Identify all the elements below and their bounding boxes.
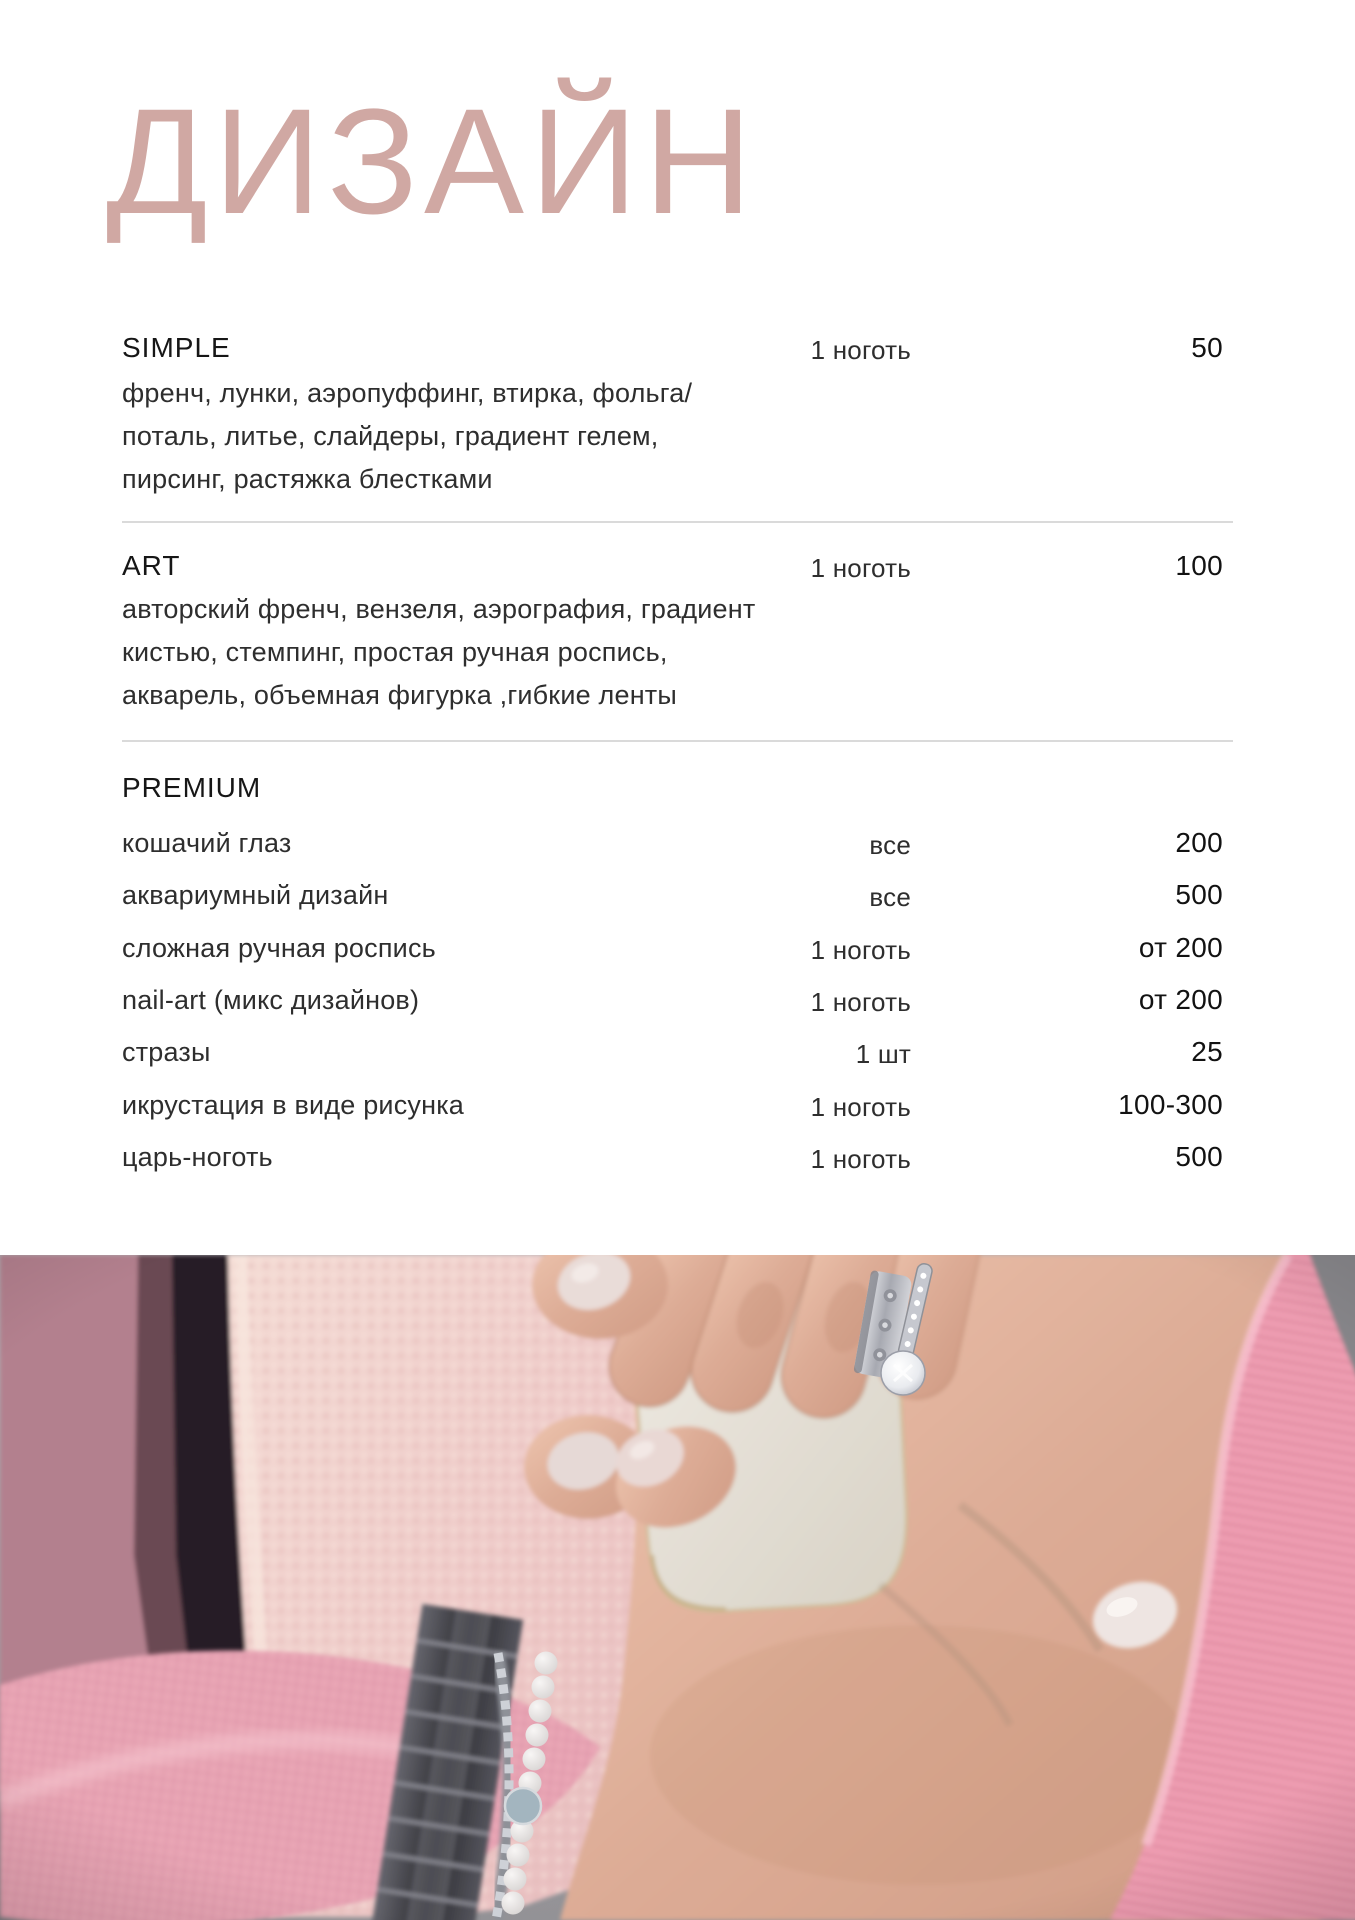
price-row bbox=[122, 827, 1223, 865]
price-row bbox=[122, 1089, 1223, 1127]
service-unit: 1 ноготь bbox=[810, 1092, 911, 1122]
description-line: авторский френч, вензеля, аэрография, градиент bbox=[122, 594, 756, 624]
service-label: царь-ноготь bbox=[122, 1142, 273, 1172]
service-price: от 200 bbox=[1138, 984, 1223, 1015]
price-row bbox=[122, 879, 1223, 917]
price-row bbox=[122, 1141, 1223, 1179]
section-art-header bbox=[122, 550, 1223, 588]
section-divider bbox=[122, 740, 1233, 742]
photo-hands bbox=[0, 1255, 1355, 1920]
service-unit: все bbox=[869, 830, 911, 860]
section-art-price: 100 bbox=[1175, 550, 1223, 581]
description-line: кистью, стемпинг, простая ручная роспись, bbox=[122, 637, 668, 667]
service-price: от 200 bbox=[1138, 932, 1223, 963]
price-row bbox=[122, 1036, 1223, 1074]
section-simple-name: SIMPLE bbox=[122, 332, 231, 363]
section-simple-description bbox=[122, 372, 822, 501]
section-premium-name: PREMIUM bbox=[122, 772, 262, 803]
price-row bbox=[122, 984, 1223, 1022]
section-art-description bbox=[122, 588, 822, 717]
service-label: стразы bbox=[122, 1037, 211, 1067]
section-art-unit: 1 ноготь bbox=[810, 553, 911, 583]
service-unit: 1 ноготь bbox=[810, 987, 911, 1017]
description-line: акварель, объемная фигурка ,гибкие ленты bbox=[122, 680, 677, 710]
description-line: пирсинг, растяжка блестками bbox=[122, 464, 493, 494]
section-simple-price: 50 bbox=[1191, 332, 1223, 363]
page-title: ДИЗАЙН bbox=[106, 77, 759, 245]
service-label: икрустация в виде рисунка bbox=[122, 1090, 465, 1120]
section-premium-header bbox=[122, 772, 1223, 810]
description-line: френч, лунки, аэропуффинг, втирка, фольга/ bbox=[122, 378, 693, 408]
description-line: поталь, литье, слайдеры, градиент гелем, bbox=[122, 421, 659, 451]
service-price: 25 bbox=[1191, 1036, 1223, 1067]
section-divider bbox=[122, 521, 1233, 523]
price-row bbox=[122, 932, 1223, 970]
service-unit: 1 ноготь bbox=[810, 935, 911, 965]
section-simple-unit: 1 ноготь bbox=[810, 335, 911, 365]
service-unit: 1 ноготь bbox=[810, 1144, 911, 1174]
service-price: 500 bbox=[1175, 879, 1223, 910]
service-unit: все bbox=[869, 882, 911, 912]
service-label: кошачий глаз bbox=[122, 828, 292, 858]
photo-vignette bbox=[0, 1255, 1355, 1920]
service-label: аквариумный дизайн bbox=[122, 880, 389, 910]
photo-hands-image bbox=[0, 1255, 1355, 1920]
section-simple-header bbox=[122, 332, 1223, 370]
service-price: 100-300 bbox=[1118, 1089, 1223, 1120]
service-label: nail-art (микс дизайнов) bbox=[122, 985, 420, 1015]
service-price: 200 bbox=[1175, 827, 1223, 858]
service-label: сложная ручная роспись bbox=[122, 933, 436, 963]
section-art-name: ART bbox=[122, 550, 181, 581]
service-price: 500 bbox=[1175, 1141, 1223, 1172]
service-unit: 1 шт bbox=[855, 1039, 911, 1069]
